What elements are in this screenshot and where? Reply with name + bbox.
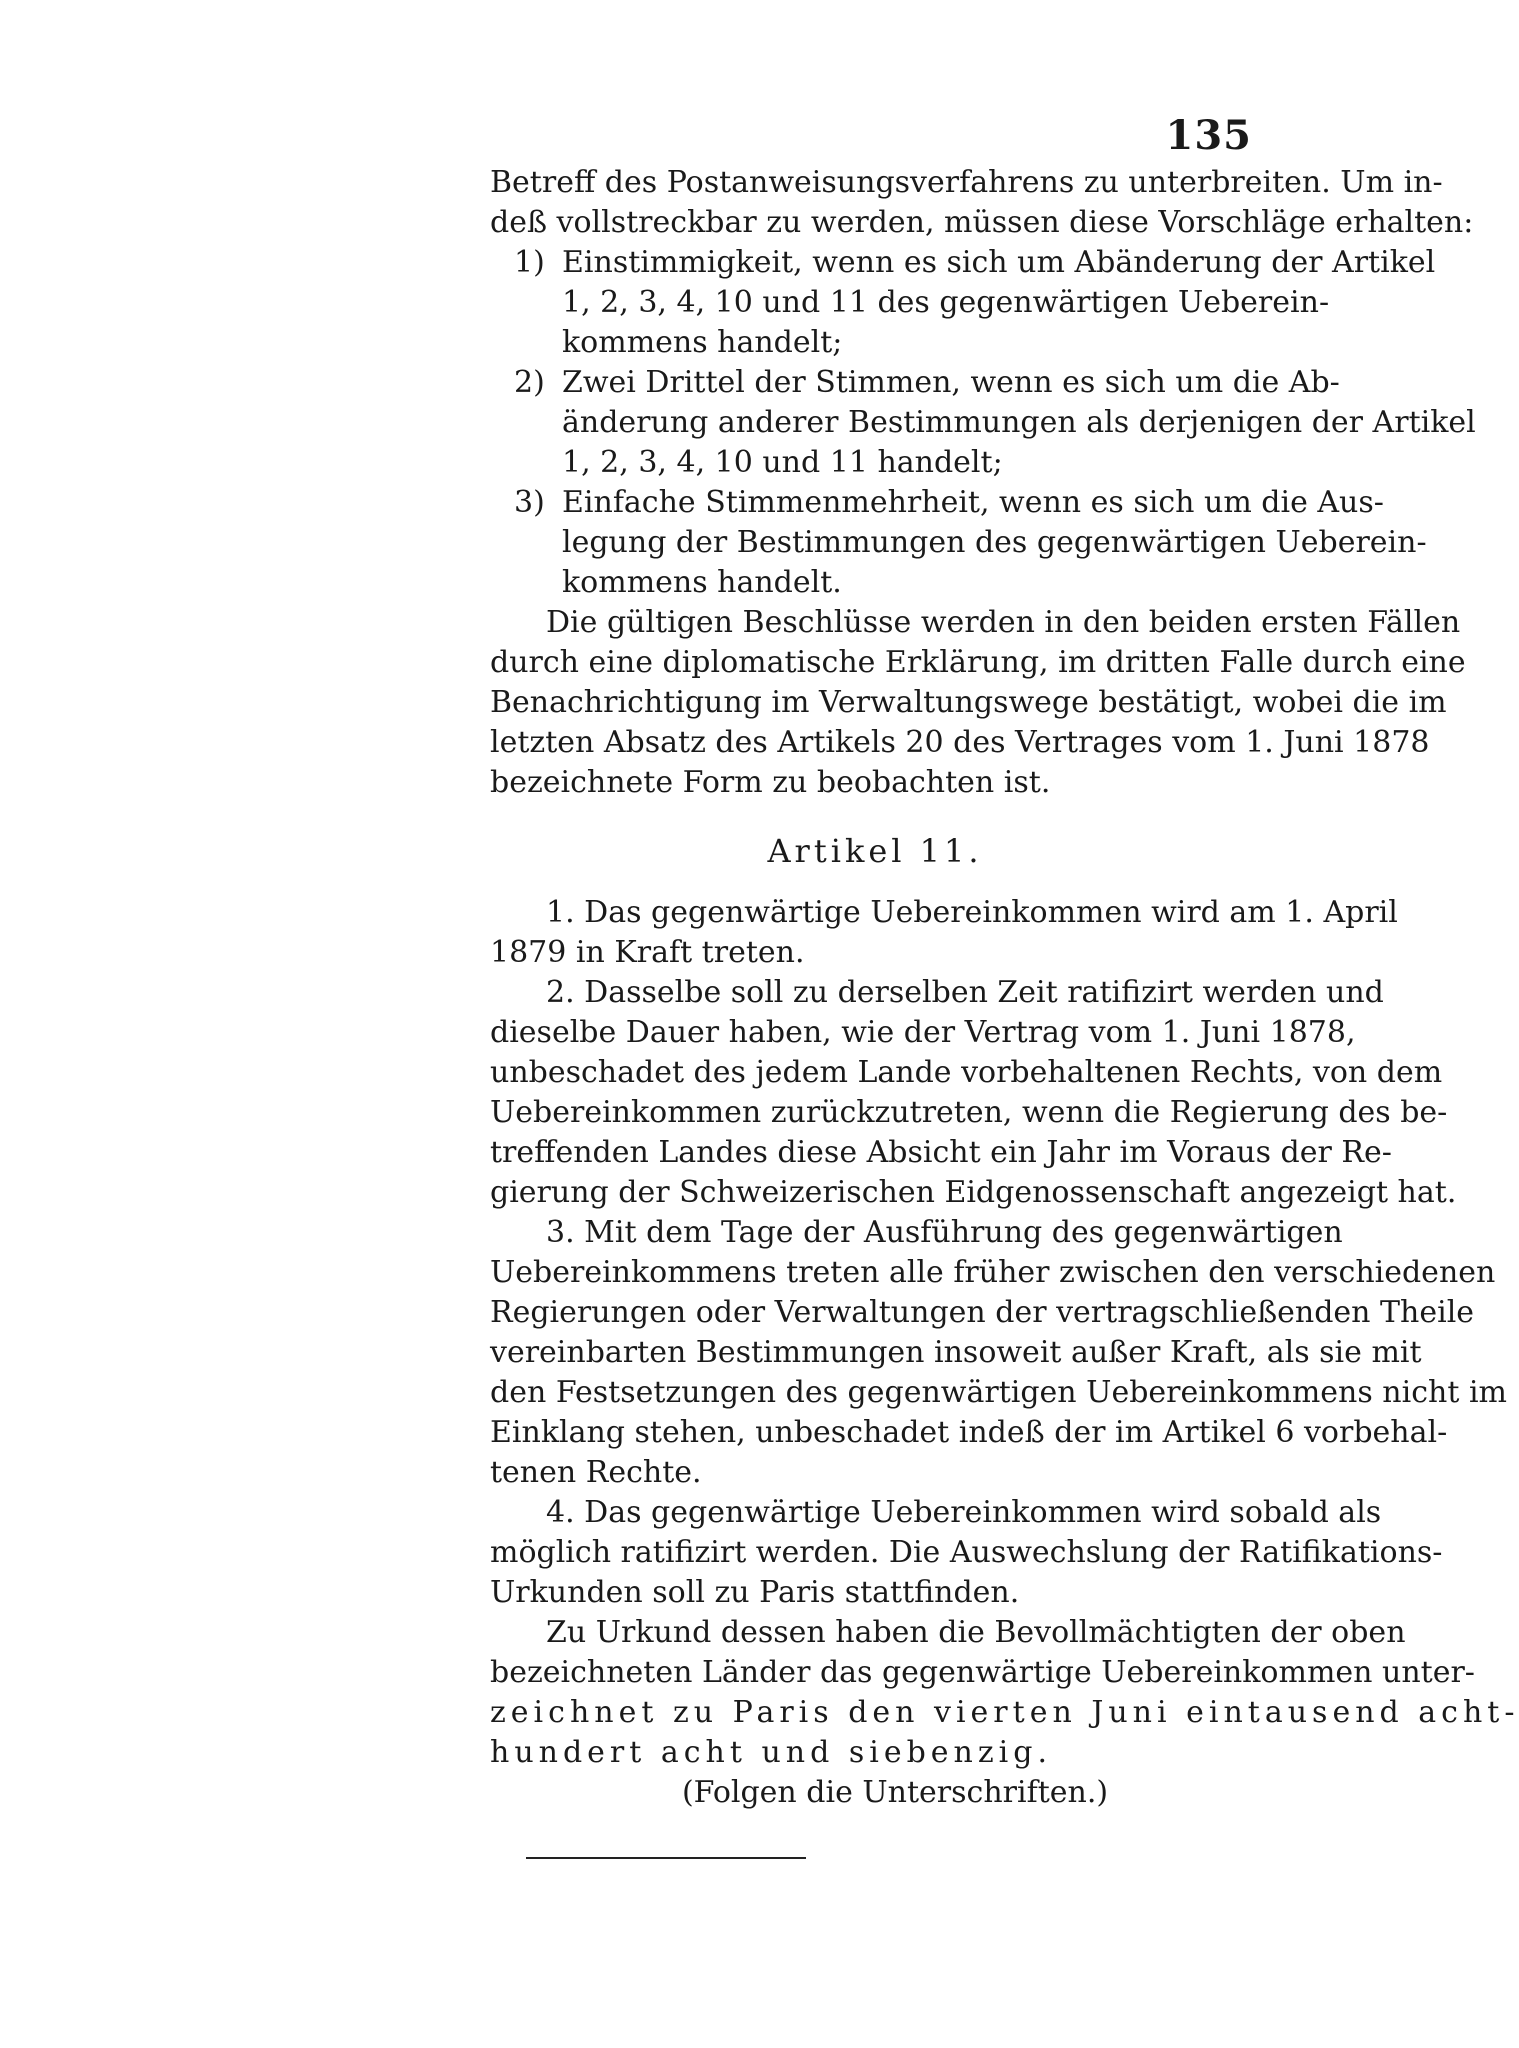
list-item	[490, 363, 1476, 483]
text-line: dieselbe Dauer haben, wie der Vertrag vom 1. Juni 1878,	[490, 1015, 1356, 1050]
text-line: deß vollstreckbar zu werden, müssen diese Vorschläge erhalten:	[490, 205, 1474, 240]
item-number: 2)	[514, 365, 545, 400]
item-number: 3)	[514, 485, 545, 520]
intro-paragraph	[490, 163, 1474, 243]
article-paragraph	[490, 1493, 1443, 1613]
decision-paragraph	[490, 603, 1466, 803]
text-line: Uebereinkommens treten alle früher zwischen den verschiedenen	[490, 1255, 1496, 1290]
text-line: Regierungen oder Verwaltungen der vertragschließenden Theile	[490, 1295, 1475, 1330]
text-line: Einstimmigkeit, wenn es sich um Abänderung der Artikel	[562, 245, 1436, 280]
text-line: möglich ratifizirt werden. Die Auswechslung der Ratifikations-	[490, 1535, 1443, 1570]
text-line: zeichnet zu Paris den vierten Juni eintausend acht-	[490, 1695, 1519, 1730]
text-line: Uebereinkommen zurückzutreten, wenn die Regierung des be-	[490, 1095, 1448, 1130]
text-line: 1, 2, 3, 4, 10 und 11 des gegenwärtigen Ueberein-	[562, 285, 1330, 320]
text-line: Zu Urkund dessen haben die Bevollmächtigten der oben	[546, 1615, 1406, 1650]
text-line: durch eine diplomatische Erklärung, im dritten Falle durch eine	[490, 645, 1466, 680]
text-line: bezeichnete Form zu beobachten ist.	[490, 765, 1051, 800]
list-item	[490, 243, 1436, 363]
article-paragraph	[490, 893, 1398, 973]
text-line: 4. Das gegenwärtige Uebereinkommen wird sobald als	[546, 1495, 1382, 1530]
article-heading: Artikel 11.	[767, 832, 983, 870]
page-number: 135	[1165, 112, 1252, 159]
text-line: letzten Absatz des Artikels 20 des Vertrages vom 1. Juni 1878	[490, 725, 1430, 760]
text-line: Die gültigen Beschlüsse werden in den beiden ersten Fällen	[546, 605, 1461, 640]
text-line: änderung anderer Bestimmungen als derjenigen der Artikel	[562, 405, 1476, 440]
text-line: kommens handelt;	[562, 325, 843, 360]
signatures-note: (Folgen die Unterschriften.)	[681, 1775, 1109, 1810]
text-line: 1. Das gegenwärtige Uebereinkommen wird am 1. April	[546, 895, 1398, 930]
closing-paragraph	[490, 1613, 1519, 1773]
article-paragraph	[490, 1213, 1507, 1493]
text-line: legung der Bestimmungen des gegenwärtigen Ueberein-	[562, 525, 1427, 560]
list-item	[490, 483, 1427, 603]
text-line: 1879 in Kraft treten.	[490, 935, 805, 970]
text-line: bezeichneten Länder das gegenwärtige Uebereinkommen unter-	[490, 1655, 1475, 1690]
text-line: Betreff des Postanweisungsverfahrens zu unterbreiten. Um in-	[490, 165, 1443, 200]
text-line: 2. Dasselbe soll zu derselben Zeit ratifizirt werden und	[546, 975, 1384, 1010]
footer-rule	[526, 1857, 806, 1859]
item-number: 1)	[514, 245, 545, 280]
page-body	[490, 163, 1519, 1859]
text-line: Einfache Stimmenmehrheit, wenn es sich um die Aus-	[562, 485, 1384, 520]
text-line: hundert acht und siebenzig.	[490, 1735, 1053, 1770]
text-line: Benachrichtigung im Verwaltungswege bestätigt, wobei die im	[490, 685, 1447, 720]
text-line: 3. Mit dem Tage der Ausführung des gegenwärtigen	[546, 1215, 1343, 1250]
spacer	[490, 1813, 1260, 1857]
text-line: 1, 2, 3, 4, 10 und 11 handelt;	[562, 445, 1003, 480]
text-line: treffenden Landes diese Absicht ein Jahr im Voraus der Re-	[490, 1135, 1392, 1170]
article-paragraph	[490, 973, 1457, 1213]
text-line: Einklang stehen, unbeschadet indeß der im Artikel 6 vorbehal-	[490, 1415, 1448, 1450]
text-line: kommens handelt.	[562, 565, 842, 600]
text-line: unbeschadet des jedem Lande vorbehaltenen Rechts, von dem	[490, 1055, 1443, 1090]
text-line: tenen Rechte.	[490, 1455, 702, 1490]
text-line: den Festsetzungen des gegenwärtigen Uebereinkommens nicht im	[490, 1375, 1507, 1410]
text-line: Zwei Drittel der Stimmen, wenn es sich um die Ab-	[562, 365, 1340, 400]
text-line: Urkunden soll zu Paris stattfinden.	[490, 1575, 1020, 1610]
text-line: gierung der Schweizerischen Eidgenossenschaft angezeigt hat.	[490, 1175, 1457, 1210]
text-line: vereinbarten Bestimmungen insoweit außer Kraft, als sie mit	[490, 1335, 1422, 1370]
